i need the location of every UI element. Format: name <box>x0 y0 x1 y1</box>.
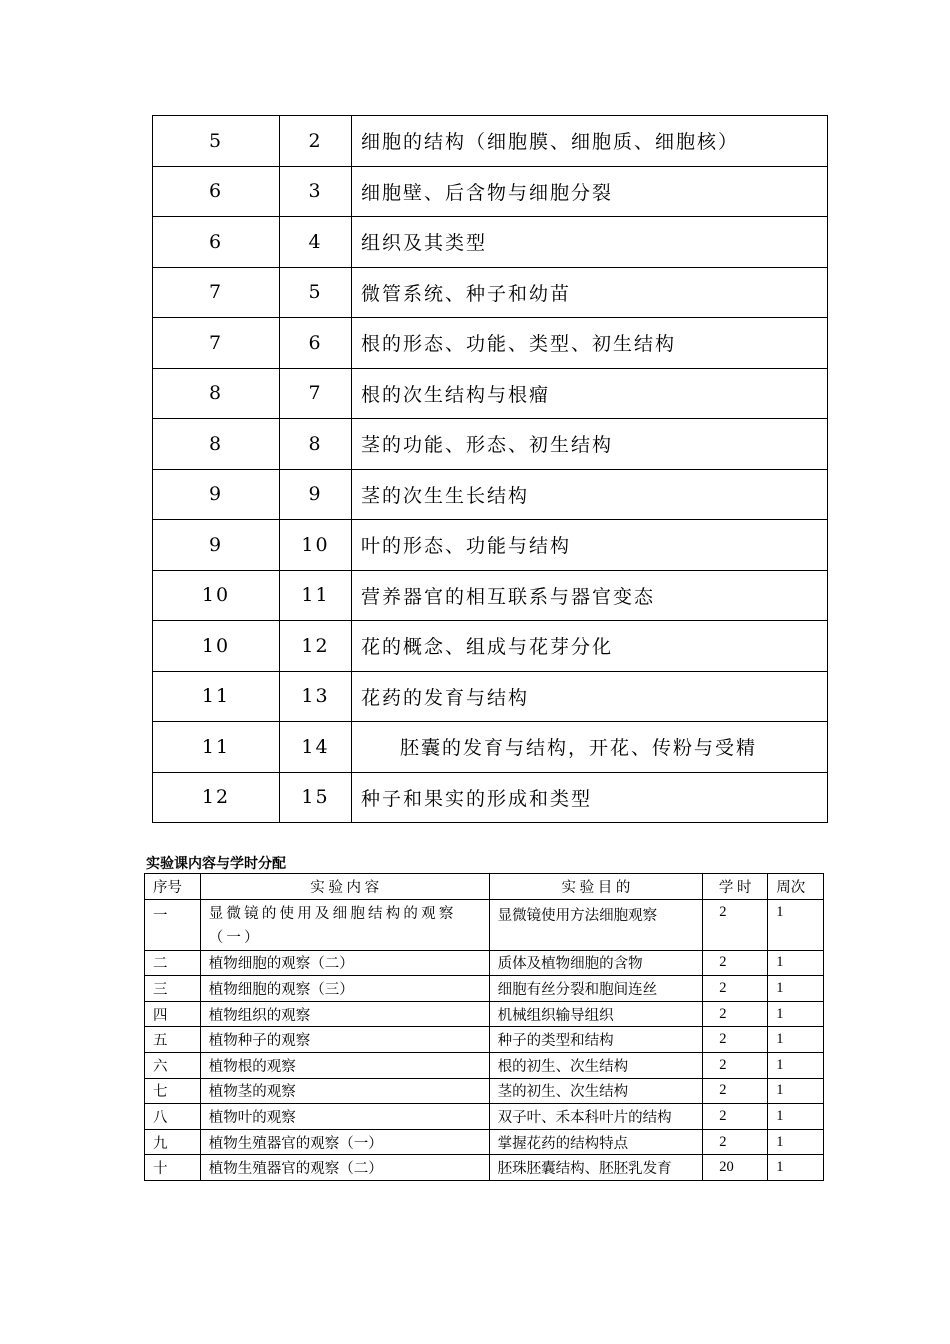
lab-row <box>145 1155 824 1181</box>
lecture-week-cell: 7 <box>153 267 280 318</box>
lecture-number-cell: 3 <box>280 166 352 217</box>
lab-week-cell: 1 <box>768 976 824 1002</box>
header-purpose: 实 验 目 的 <box>489 874 703 900</box>
lab-content-cell: 植物种子的观察 <box>200 1027 489 1053</box>
lab-purpose-cell: 根的初生、次生结构 <box>489 1052 703 1078</box>
lecture-content-cell: 根的次生结构与根瘤 <box>352 368 828 419</box>
lab-purpose-cell: 质体及植物细胞的含物 <box>489 950 703 976</box>
lab-hours-cell: 2 <box>703 899 768 950</box>
lab-content-cell: 植物根的观察 <box>200 1052 489 1078</box>
lab-row <box>145 899 824 950</box>
lecture-row <box>153 671 828 722</box>
lecture-week-cell: 9 <box>153 520 280 571</box>
lab-seq-cell: 九 <box>145 1129 201 1155</box>
lecture-number-cell: 8 <box>280 419 352 470</box>
lab-week-cell: 1 <box>768 1078 824 1104</box>
lecture-row <box>153 772 828 823</box>
lecture-content-cell: 细胞壁、后含物与细胞分裂 <box>352 166 828 217</box>
lab-purpose-cell: 双子叶、禾本科叶片的结构 <box>489 1104 703 1130</box>
lab-row <box>145 1104 824 1130</box>
lecture-content-cell: 茎的功能、形态、初生结构 <box>352 419 828 470</box>
lecture-content-cell: 花药的发育与结构 <box>352 671 828 722</box>
lecture-number-cell: 11 <box>280 570 352 621</box>
lecture-week-cell: 8 <box>153 419 280 470</box>
lecture-week-cell: 9 <box>153 469 280 520</box>
lab-content-cell: 植物细胞的观察（三） <box>200 976 489 1002</box>
lecture-week-cell: 12 <box>153 772 280 823</box>
lecture-row <box>153 419 828 470</box>
lab-week-cell: 1 <box>768 950 824 976</box>
lecture-content-cell: 茎的次生生长结构 <box>352 469 828 520</box>
lab-purpose-cell: 种子的类型和结构 <box>489 1027 703 1053</box>
lab-purpose-cell: 胚珠胚囊结构、胚胚乳发育 <box>489 1155 703 1181</box>
lab-row <box>145 1001 824 1027</box>
header-seq: 序号 <box>145 874 201 900</box>
lab-row <box>145 1052 824 1078</box>
lecture-content-cell: 叶的形态、功能与结构 <box>352 520 828 571</box>
lab-seq-cell: 十 <box>145 1155 201 1181</box>
lecture-week-cell: 5 <box>153 116 280 167</box>
lab-schedule-table <box>144 873 824 1181</box>
lab-purpose-cell: 细胞有丝分裂和胞间连丝 <box>489 976 703 1002</box>
lecture-content-cell: 种子和果实的形成和类型 <box>352 772 828 823</box>
lab-content-cell: 显微镜的使用及细胞结构的观察（一） <box>200 899 489 950</box>
lab-row <box>145 1027 824 1053</box>
lab-hours-cell: 2 <box>703 1001 768 1027</box>
lecture-number-cell: 12 <box>280 621 352 672</box>
lecture-number-cell: 10 <box>280 520 352 571</box>
lab-seq-cell: 一 <box>145 899 201 950</box>
lecture-number-cell: 15 <box>280 772 352 823</box>
lab-row <box>145 950 824 976</box>
lecture-row <box>153 722 828 773</box>
lab-content-cell: 植物生殖器官的观察（一） <box>200 1129 489 1155</box>
header-content: 实 验 内 容 <box>200 874 489 900</box>
lab-week-cell: 1 <box>768 1001 824 1027</box>
lecture-number-cell: 13 <box>280 671 352 722</box>
lab-schedule-body <box>145 899 824 1180</box>
lab-hours-cell: 2 <box>703 1104 768 1130</box>
lab-purpose-cell: 掌握花药的结构特点 <box>489 1129 703 1155</box>
lab-seq-cell: 七 <box>145 1078 201 1104</box>
lecture-row <box>153 570 828 621</box>
lab-week-cell: 1 <box>768 1129 824 1155</box>
lab-hours-cell: 2 <box>703 1078 768 1104</box>
lecture-number-cell: 9 <box>280 469 352 520</box>
lecture-content-cell: 花的概念、组成与花芽分化 <box>352 621 828 672</box>
lecture-row <box>153 318 828 369</box>
lab-hours-cell: 20 <box>703 1155 768 1181</box>
lab-purpose-cell: 茎的初生、次生结构 <box>489 1078 703 1104</box>
header-hours: 学 时 <box>703 874 768 900</box>
lab-seq-cell: 六 <box>145 1052 201 1078</box>
lecture-content-cell: 胚囊的发育与结构，开花、传粉与受精 <box>352 722 828 773</box>
lecture-row <box>153 267 828 318</box>
lecture-row <box>153 469 828 520</box>
lab-seq-cell: 二 <box>145 950 201 976</box>
lab-week-cell: 1 <box>768 1104 824 1130</box>
lecture-number-cell: 4 <box>280 217 352 268</box>
lecture-week-cell: 6 <box>153 217 280 268</box>
lab-seq-cell: 四 <box>145 1001 201 1027</box>
lecture-number-cell: 2 <box>280 116 352 167</box>
lecture-week-cell: 11 <box>153 671 280 722</box>
lecture-week-cell: 7 <box>153 318 280 369</box>
lecture-week-cell: 8 <box>153 368 280 419</box>
lab-hours-cell: 2 <box>703 1129 768 1155</box>
lab-seq-cell: 八 <box>145 1104 201 1130</box>
lecture-number-cell: 14 <box>280 722 352 773</box>
lecture-content-cell: 微管系统、种子和幼苗 <box>352 267 828 318</box>
lab-row <box>145 1129 824 1155</box>
lab-content-cell: 植物生殖器官的观察（二） <box>200 1155 489 1181</box>
lecture-row <box>153 520 828 571</box>
lecture-row <box>153 166 828 217</box>
lab-hours-cell: 2 <box>703 976 768 1002</box>
lab-week-cell: 1 <box>768 899 824 950</box>
lecture-week-cell: 10 <box>153 570 280 621</box>
header-week: 周次 <box>768 874 824 900</box>
lab-seq-cell: 三 <box>145 976 201 1002</box>
lecture-schedule-body <box>153 116 828 823</box>
lab-content-cell: 植物组织的观察 <box>200 1001 489 1027</box>
lecture-week-cell: 11 <box>153 722 280 773</box>
lab-content-cell: 植物叶的观察 <box>200 1104 489 1130</box>
lecture-number-cell: 5 <box>280 267 352 318</box>
lab-table-header-row <box>145 874 824 900</box>
lecture-number-cell: 6 <box>280 318 352 369</box>
lecture-content-cell: 细胞的结构（细胞膜、细胞质、细胞核） <box>352 116 828 167</box>
lecture-week-cell: 10 <box>153 621 280 672</box>
lab-week-cell: 1 <box>768 1052 824 1078</box>
lab-week-cell: 1 <box>768 1027 824 1053</box>
lab-row <box>145 976 824 1002</box>
lecture-schedule-table <box>152 115 828 823</box>
lab-content-cell: 植物茎的观察 <box>200 1078 489 1104</box>
lab-purpose-cell: 机械组织输导组织 <box>489 1001 703 1027</box>
lecture-content-cell: 根的形态、功能、类型、初生结构 <box>352 318 828 369</box>
lab-week-cell: 1 <box>768 1155 824 1181</box>
lab-hours-cell: 2 <box>703 1027 768 1053</box>
lab-hours-cell: 2 <box>703 1052 768 1078</box>
lab-hours-cell: 2 <box>703 950 768 976</box>
lecture-row <box>153 116 828 167</box>
lecture-row <box>153 217 828 268</box>
lab-content-cell: 植物细胞的观察（二） <box>200 950 489 976</box>
lecture-row <box>153 368 828 419</box>
lab-row <box>145 1078 824 1104</box>
lab-purpose-cell: 显微镜使用方法细胞观察 <box>489 899 703 950</box>
lab-seq-cell: 五 <box>145 1027 201 1053</box>
lecture-number-cell: 7 <box>280 368 352 419</box>
lecture-row <box>153 621 828 672</box>
lecture-content-cell: 组织及其类型 <box>352 217 828 268</box>
lecture-week-cell: 6 <box>153 166 280 217</box>
lab-section-title: 实验课内容与学时分配 <box>146 856 286 872</box>
lecture-content-cell: 营养器官的相互联系与器官变态 <box>352 570 828 621</box>
